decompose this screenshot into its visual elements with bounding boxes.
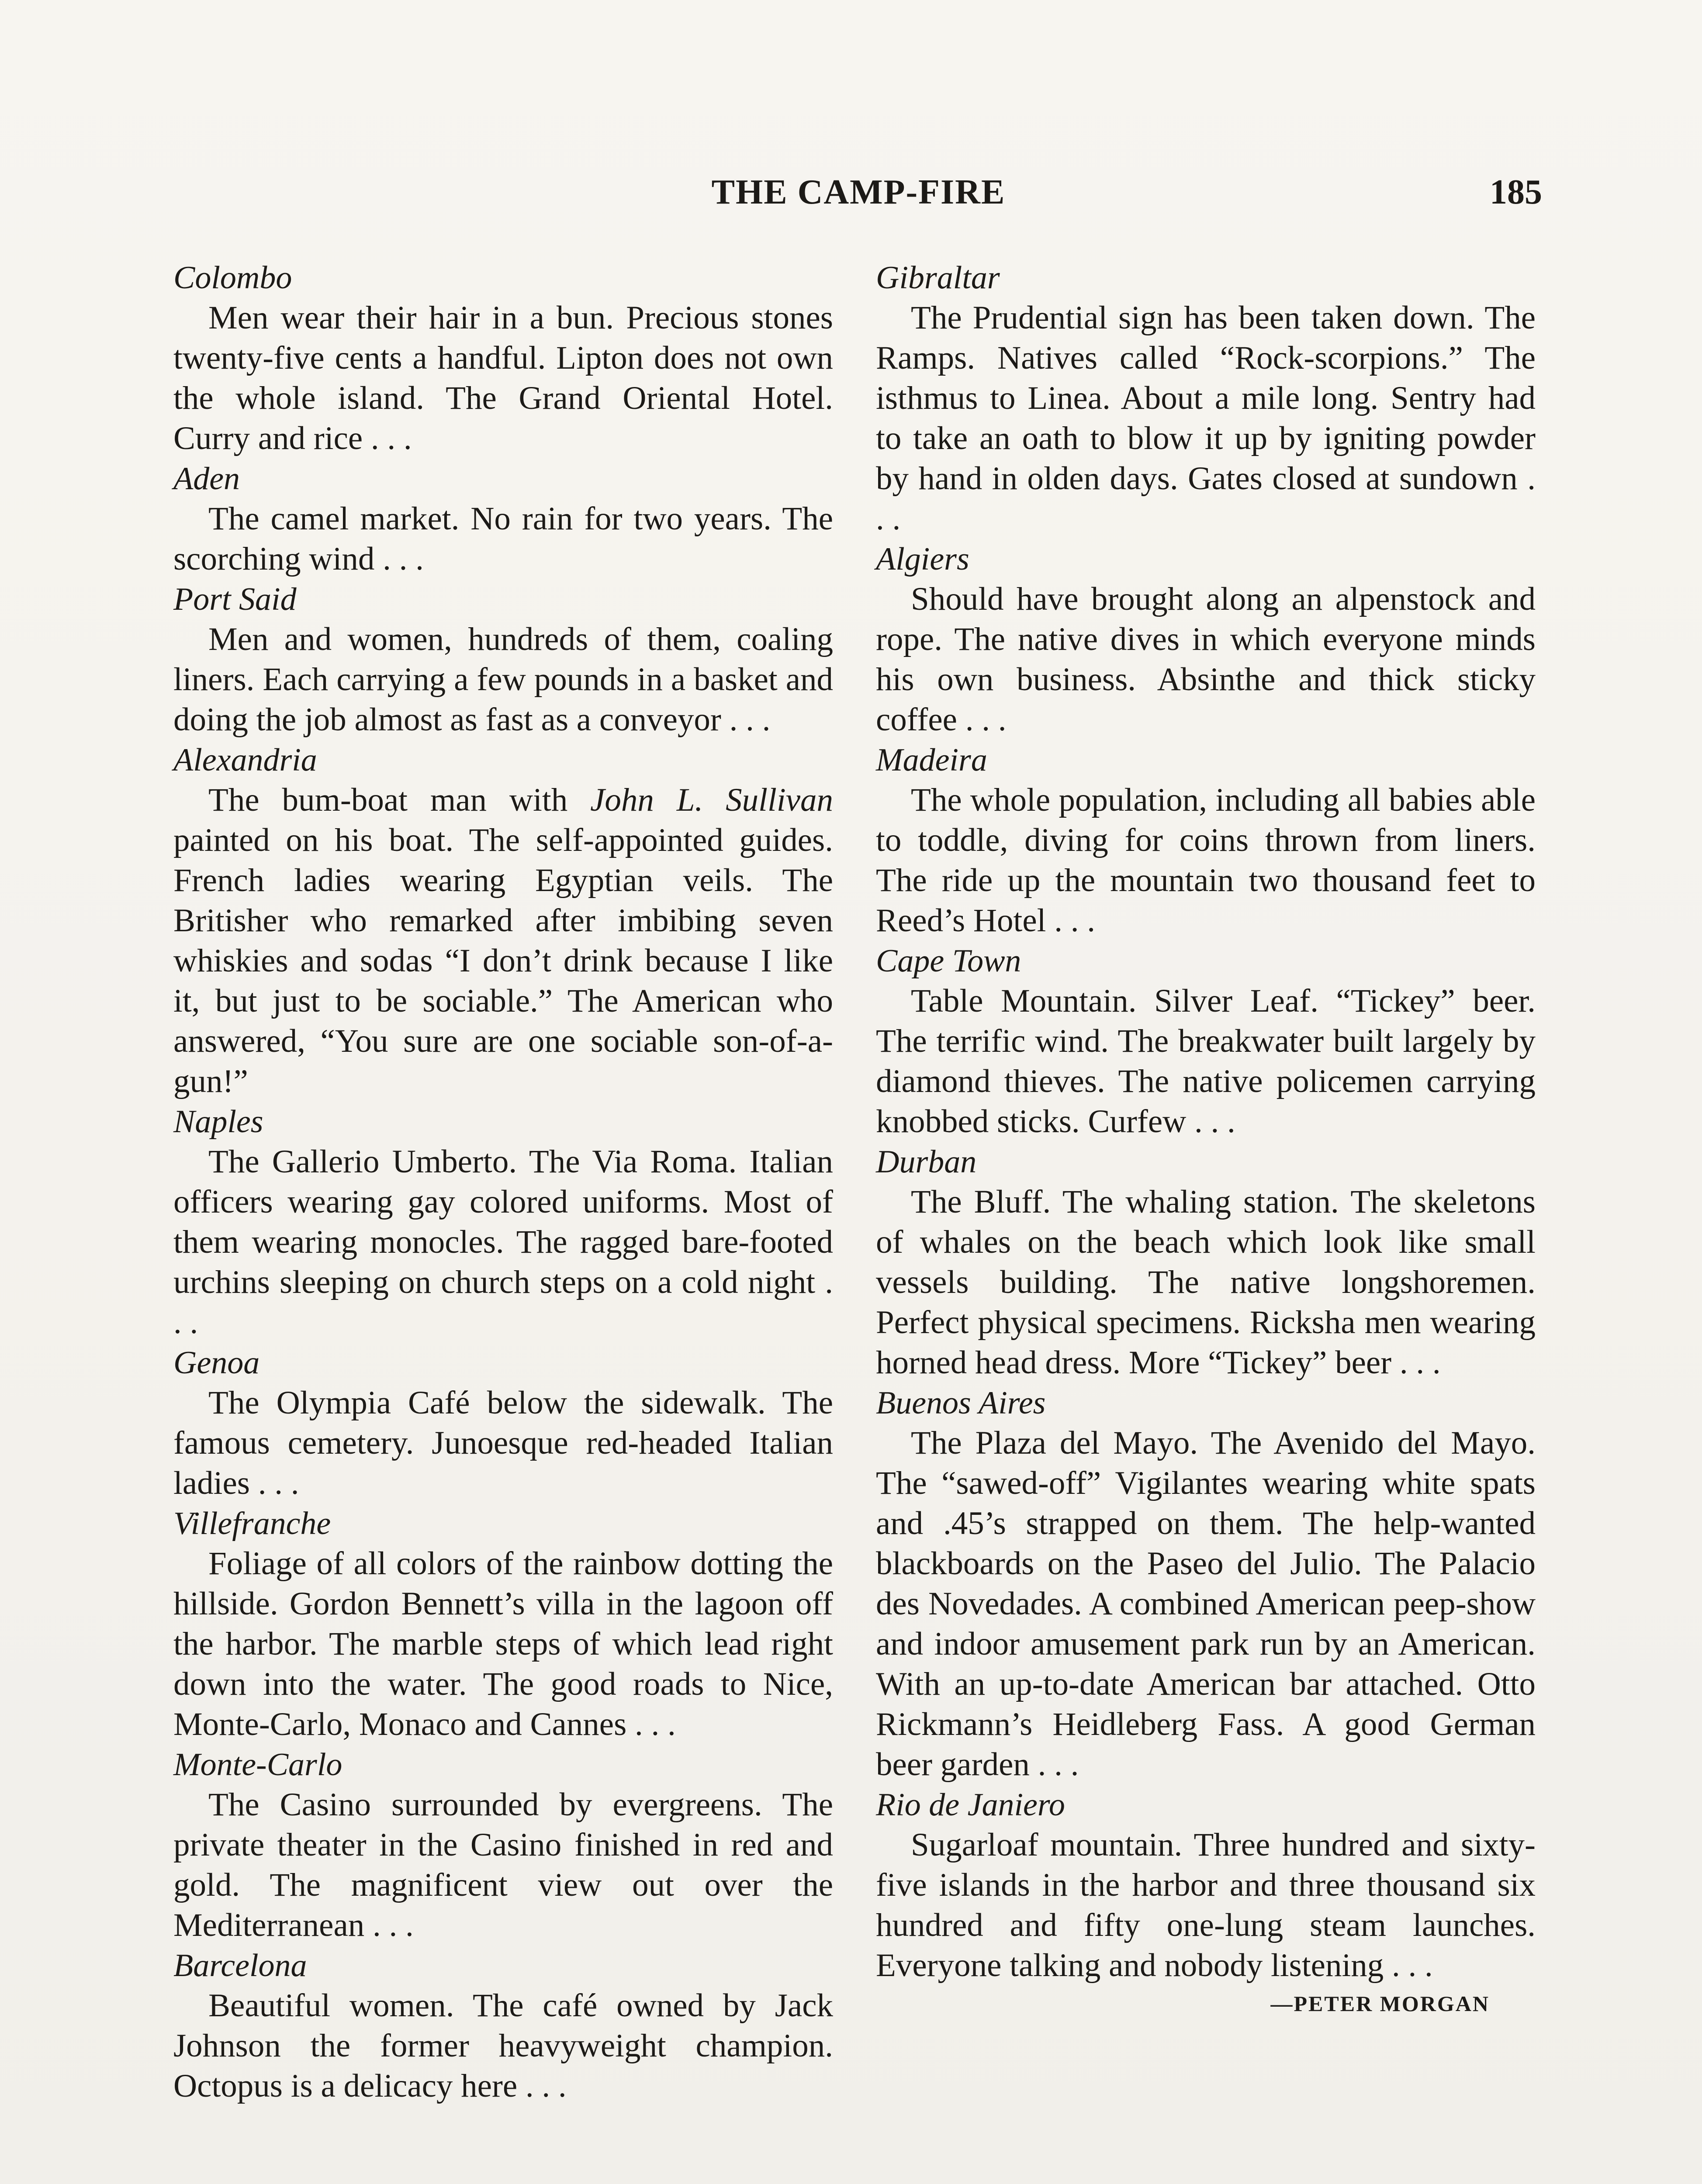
- place-heading: Buenos Aires: [876, 1385, 1046, 1421]
- place-description: The whole population, including all babies able to toddle, diving for coins thrown from liners. The ride up the mountain two thousand feet to Reed’s Hotel . . .: [876, 782, 1536, 939]
- place-heading: Port Said: [173, 581, 297, 617]
- place-heading: Durban: [876, 1144, 977, 1180]
- place-description: Sugarloaf mountain. Three hundred and sixty-five islands in the harbor and three thousand six hundred and fifty one-lung steam launches. Everyone talking and nobody listening . . .: [876, 1827, 1536, 1984]
- entry-barcelona: [173, 1946, 833, 2106]
- entry-villefranche: [173, 1503, 833, 1745]
- place-heading: Cape Town: [876, 943, 1021, 979]
- place-heading: Villefranche: [173, 1506, 331, 1541]
- place-description: Foliage of all colors of the rainbow dotting the hillside. Gordon Bennett’s villa in the lagoon off the harbor. The marble steps of which lead right down into the water. The good roads to Nice, Monte-Carlo, Monaco and Cannes . . .: [173, 1545, 833, 1742]
- entry-rio-de-janiero: [876, 1785, 1536, 1986]
- description-part: painted on his boat. The self-appointed guides. French ladies wearing Egyptian veils. The Britisher who remarked after imbibing seven whiskies and sodas “I don’t drink because I like it, but just to be sociable.” The American who answered, “You sure are one sociable son-of-a-gun!”: [173, 822, 833, 1099]
- place-description: Men wear their hair in a bun. Precious stones twenty-five cents a handful. Lipton does not own the whole island. The Grand Oriental Hotel. Curry and rice . . .: [173, 300, 833, 456]
- entry-aden: [173, 459, 833, 579]
- entry-monte-carlo: [173, 1745, 833, 1946]
- place-description: The Prudential sign has been taken down. The Ramps. Natives called “Rock-scorpions.” The isthmus to Linea. About a mile long. Sentry had to take an oath to blow it up by igniting powder by hand in olden days. Gates closed at sundown . . .: [876, 300, 1536, 537]
- entry-port-said: [173, 579, 833, 740]
- place-heading: Madeira: [876, 742, 987, 778]
- place-heading: Alexandria: [173, 742, 317, 778]
- description-part: The bum-boat man with: [208, 782, 591, 818]
- boat-name-italic: John L. Sullivan: [590, 782, 833, 818]
- running-title: THE CAMP-FIRE: [711, 173, 1006, 211]
- place-heading: Colombo: [173, 260, 292, 296]
- place-description: [173, 780, 833, 1102]
- entry-colombo: [173, 258, 833, 459]
- entry-gibraltar: [876, 258, 1536, 539]
- page-header: [175, 173, 1542, 221]
- entry-algiers: [876, 539, 1536, 740]
- entry-madeira: [876, 740, 1536, 941]
- place-heading: Gibraltar: [876, 260, 1000, 296]
- entry-cape-town: [876, 941, 1536, 1142]
- place-description: The Casino surrounded by evergreens. The private theater in the Casino finished in red and gold. The magnificent view out over the Mediterranean . . .: [173, 1787, 833, 1943]
- place-description: The Olympia Café below the sidewalk. The famous cemetery. Junoesque red-headed Italian ladies . . .: [173, 1385, 833, 1501]
- place-heading: Naples: [173, 1104, 263, 1140]
- page-number: 185: [1490, 173, 1542, 211]
- place-description: The Bluff. The whaling station. The skeletons of whales on the beach which look like small vessels building. The native longshoremen. Perfect physical specimens. Ricksha men wearing horned head dress. More “Tickey” beer . . .: [876, 1184, 1536, 1381]
- place-description: The camel market. No rain for two years. The scorching wind . . .: [173, 501, 833, 577]
- entry-genoa: [173, 1343, 833, 1503]
- entry-naples: [173, 1102, 833, 1343]
- right-column: [876, 258, 1536, 2016]
- place-description: Table Mountain. Silver Leaf. “Tickey” beer. The terrific wind. The breakwater built largely by diamond thieves. The native policemen carrying knobbed sticks. Curfew . . .: [876, 983, 1536, 1140]
- place-heading: Genoa: [173, 1345, 260, 1381]
- entry-durban: [876, 1142, 1536, 1383]
- place-description: The Plaza del Mayo. The Avenido del Mayo. The “sawed-off” Vigilantes wearing white spats and .45’s strapped on them. The help-wanted blackboards on the Paseo del Julio. The Palacio des Novedades. A combined American peep-show and indoor amusement park run by an American. With an up-to-date American bar attached. Otto Rickmann’s Heidleberg Fass. A good German beer garden . . .: [876, 1425, 1536, 1783]
- place-heading: Barcelona: [173, 1948, 307, 1984]
- entry-buenos-aires: [876, 1383, 1536, 1785]
- place-description: Men and women, hundreds of them, coaling liners. Each carrying a few pounds in a basket and doing the job almost as fast as a conveyor . . .: [173, 621, 833, 738]
- author-signature: —PETER MORGAN: [1270, 1991, 1490, 2016]
- place-heading: Monte-Carlo: [173, 1747, 342, 1783]
- place-heading: Aden: [173, 461, 240, 497]
- place-heading: Algiers: [876, 541, 969, 577]
- place-description: Should have brought along an alpenstock and rope. The native dives in which everyone minds his own business. Absinthe and thick sticky coffee . . .: [876, 581, 1536, 738]
- place-heading: Rio de Janiero: [876, 1787, 1065, 1823]
- place-description: The Gallerio Umberto. The Via Roma. Italian officers wearing gay colored uniforms. Most of them wearing monocles. The ragged bare-footed urchins sleeping on church steps on a cold night . . .: [173, 1144, 833, 1341]
- place-description: Beautiful women. The café owned by Jack Johnson the former heavyweight champion. Octopus is a delicacy here . . .: [173, 1987, 833, 2104]
- entry-alexandria: [173, 740, 833, 1102]
- left-column: [173, 258, 833, 2106]
